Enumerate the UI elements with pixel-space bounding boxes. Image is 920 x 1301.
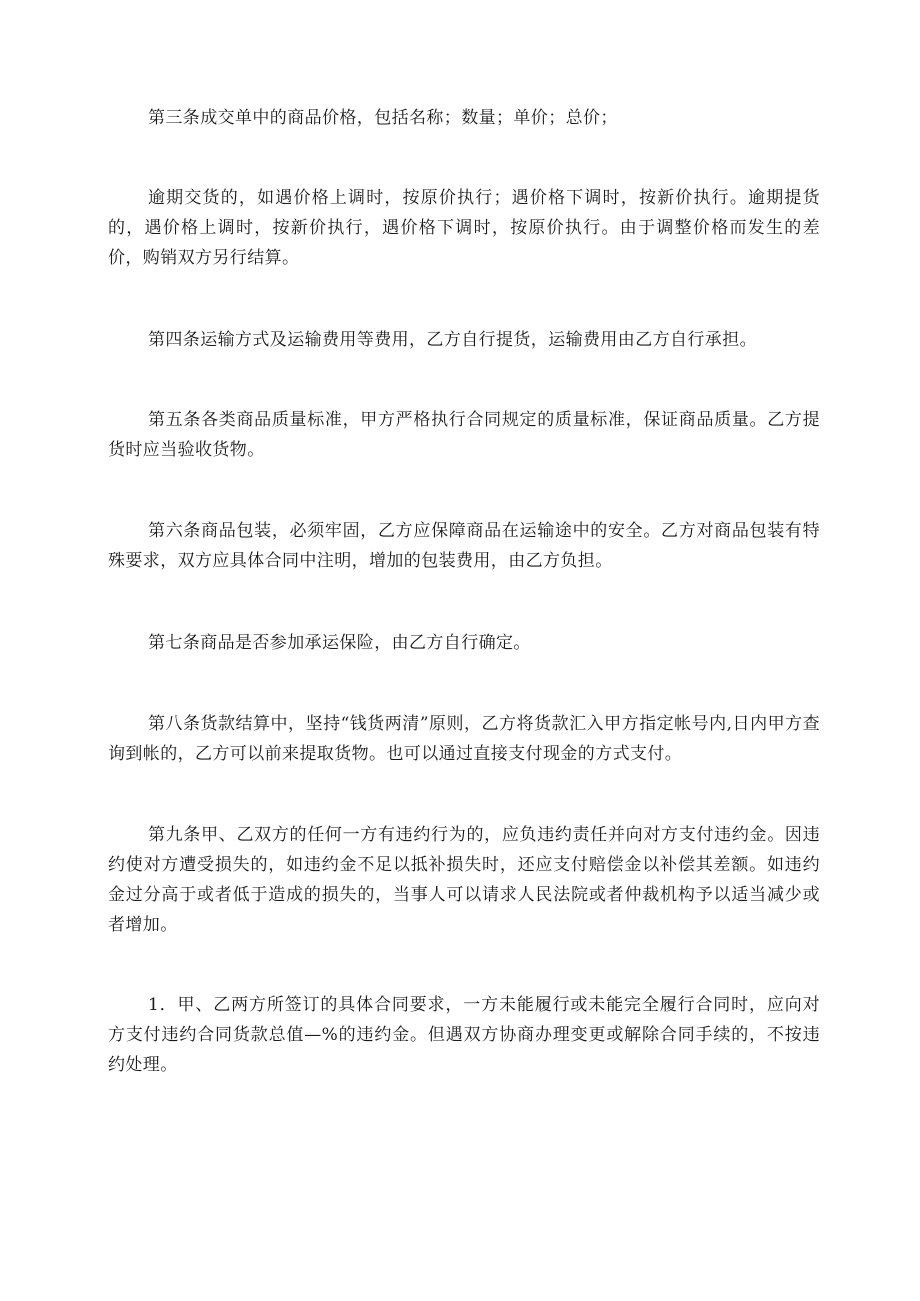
clause-7-insurance: 第七条商品是否参加承运保险，由乙方自行确定。 — [148, 633, 531, 653]
clause-9-breach: 第九条甲、乙双方的任何一方有违约行为的，应负违约责任并向对方支付违约金。因违约使对方遭受损失的，如违约金不足以抵补损失时，还应支付赔偿金以补偿其差额。如违约金过分高于或者低于造成的损失的，当事人可以请求人民法院或者仲裁机构予以适当减少或者增加。 — [108, 825, 820, 935]
clause-3-price: 第三条成交单中的商品价格，包括名称；数量；单价；总价； — [148, 108, 618, 128]
overdue-price-adjustment: 逾期交货的，如遇价格上调时，按原价执行；遇价格下调时，按新价执行。逾期提货的，遇价格上调时，按新价执行，遇价格下调时，按原价执行。由于调整价格而发生的差价，购销双方另行结算。 — [108, 188, 820, 268]
clause-6-packaging: 第六条商品包装，必须牢固，乙方应保障商品在运输途中的安全。乙方对商品包装有特殊要求，双方应具体合同中注明，增加的包装费用，由乙方负担。 — [108, 521, 820, 571]
clause-5-quality: 第五条各类商品质量标准，甲方严格执行合同规定的质量标准，保证商品质量。乙方提货时应当验收货物。 — [108, 410, 820, 460]
clause-4-transport: 第四条运输方式及运输费用等费用，乙方自行提货，运输费用由乙方自行承担。 — [148, 330, 757, 350]
clause-8-settlement: 第八条货款结算中，坚持“钱货两清”原则，乙方将货款汇入甲方指定帐号内,日内甲方查询到帐的，乙方可以前来提取货物。也可以通过直接支付现金的方式支付。 — [108, 714, 820, 764]
item-1-penalty: 1．甲、乙两方所签订的具体合同要求，一方未能履行或未能完全履行合同时，应向对方支付违约合同货款总值—%的违约金。但遇双方协商办理变更或解除合同手续的，不按违约处理。 — [108, 995, 820, 1075]
